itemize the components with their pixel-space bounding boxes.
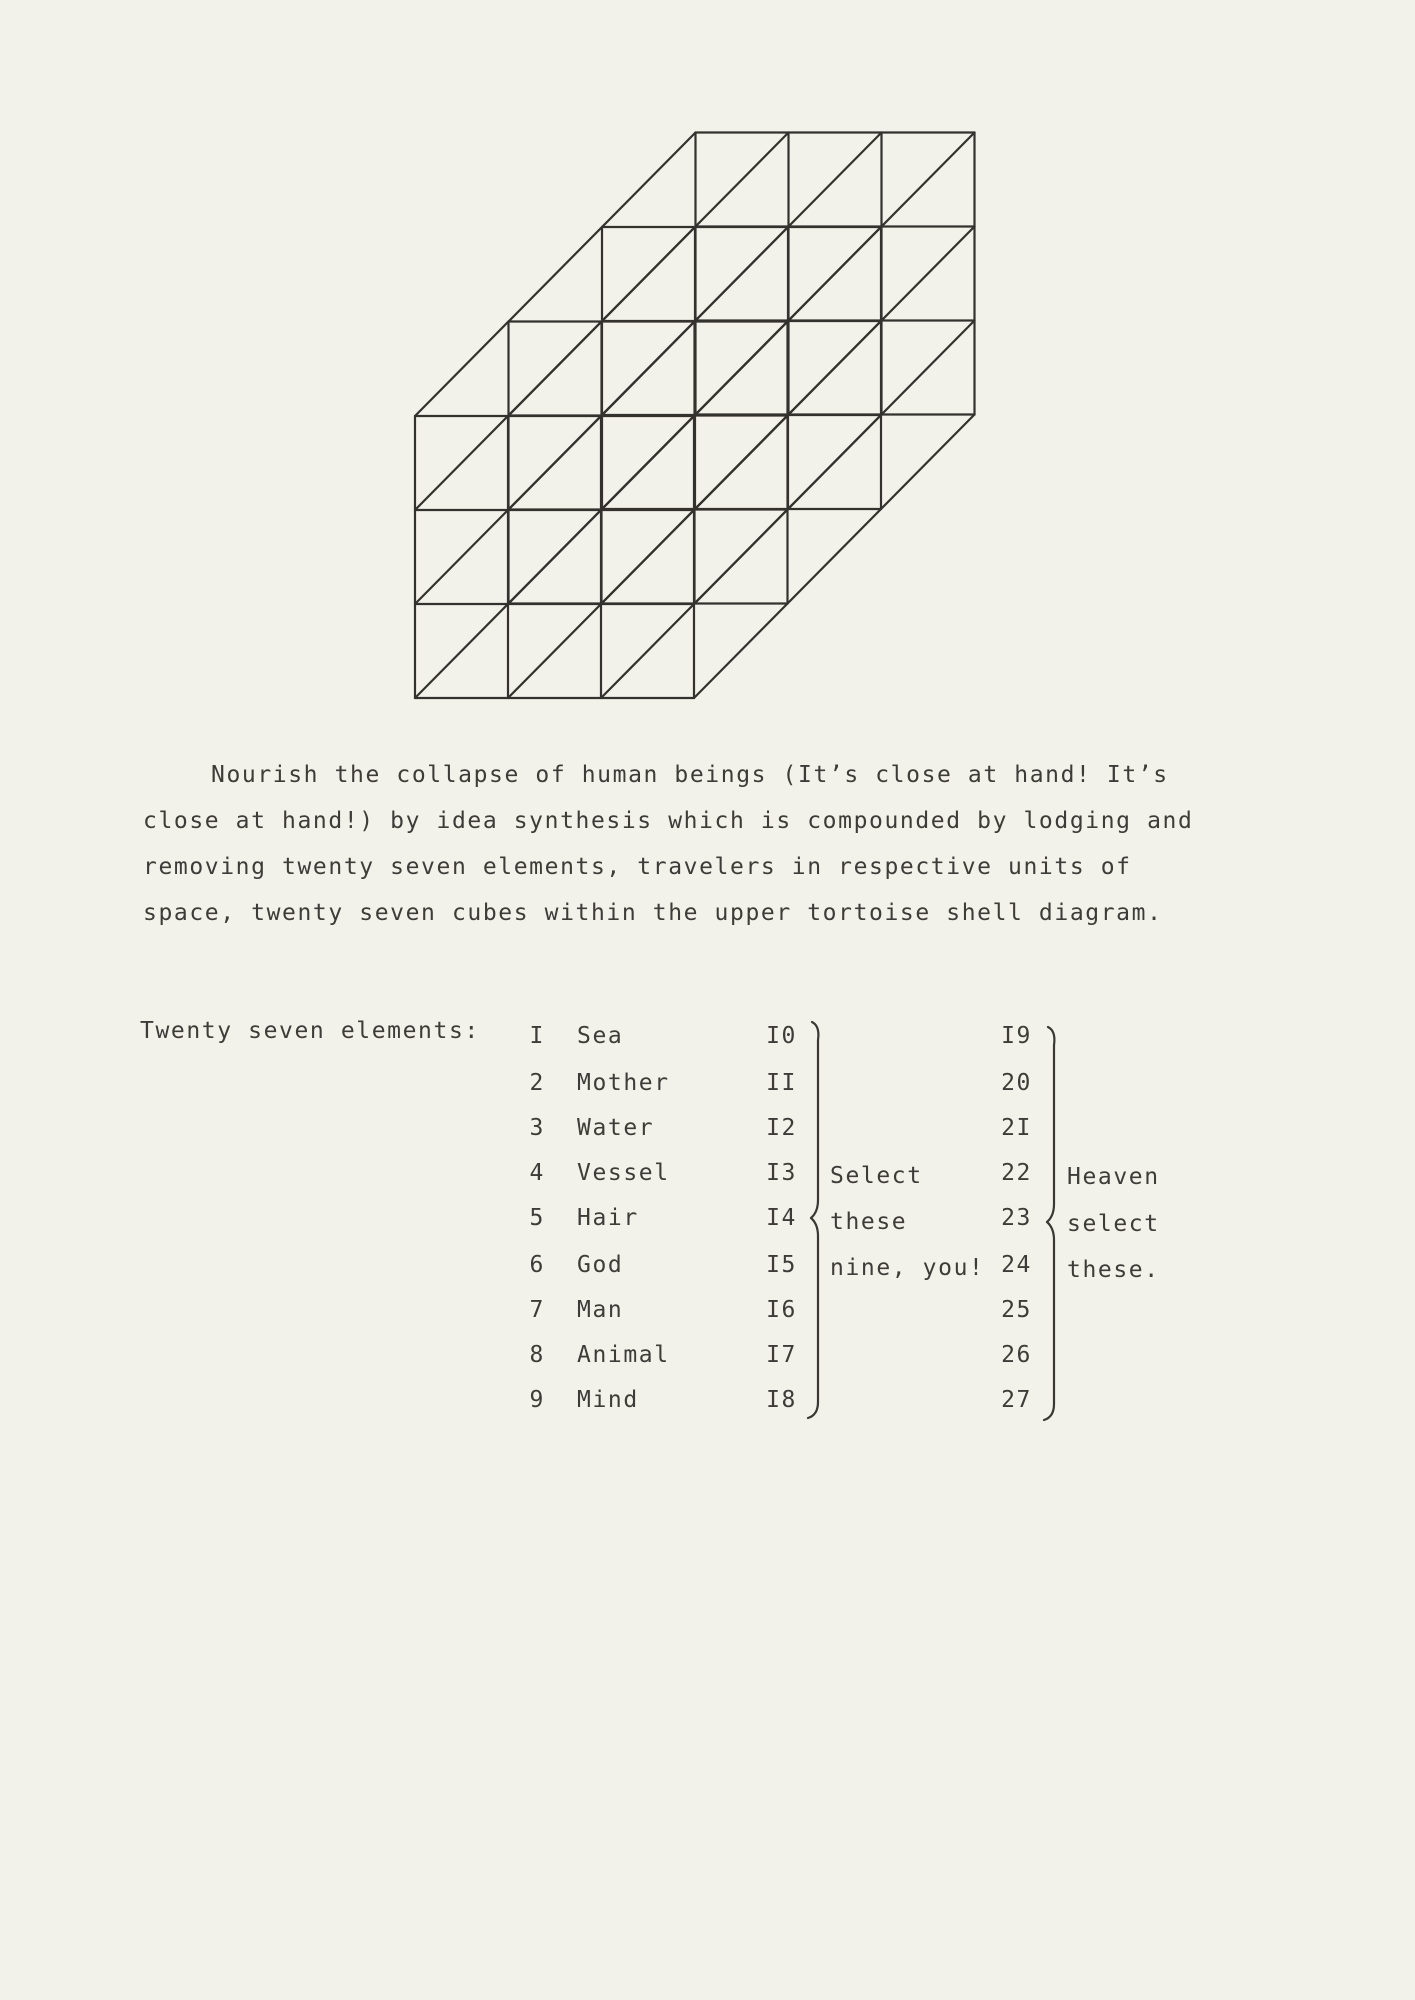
body-paragraph	[143, 752, 1303, 936]
heaven-note-line: Heaven	[1067, 1164, 1160, 1190]
element-number-third: 26	[1001, 1342, 1032, 1368]
element-number-second: I5	[766, 1252, 797, 1278]
grid-line	[694, 415, 975, 699]
element-number: I	[529, 1023, 545, 1049]
element-name: Animal	[577, 1342, 670, 1368]
element-number-second: I6	[766, 1297, 797, 1323]
element-number-third: 22	[1001, 1160, 1032, 1186]
element-name: Vessel	[577, 1160, 670, 1186]
element-number-third: I9	[1001, 1023, 1032, 1049]
grid-line	[694, 321, 975, 605]
elements-heading: Twenty seven elements:	[140, 1018, 480, 1044]
heaven-note-line: select	[1067, 1211, 1160, 1237]
element-name: Man	[577, 1297, 624, 1323]
element-number: 3	[529, 1115, 545, 1141]
tortoise-shell-cube-diagram	[405, 120, 1005, 710]
element-number: 5	[529, 1205, 545, 1231]
element-name: Mother	[577, 1070, 670, 1096]
element-number-third: 23	[1001, 1205, 1032, 1231]
select-note-line: nine, you!	[830, 1255, 985, 1281]
select-note-line: these	[830, 1209, 908, 1235]
element-name: Mind	[577, 1387, 639, 1413]
element-number-second: I0	[766, 1023, 797, 1049]
element-name: Hair	[577, 1205, 639, 1231]
element-number-third: 24	[1001, 1252, 1032, 1278]
right-brace	[1044, 1027, 1054, 1420]
select-note-line: Select	[830, 1163, 923, 1189]
element-number-second: I2	[766, 1115, 797, 1141]
element-number: 2	[529, 1070, 545, 1096]
element-number-second: I7	[766, 1342, 797, 1368]
paragraph-line: Nourish the collapse of human beings (It’s close at hand! It’s	[211, 762, 1169, 788]
paragraph-line: removing twenty seven elements, travelers in respective units of	[143, 854, 1132, 880]
element-number: 7	[529, 1297, 545, 1323]
heaven-note-line: these.	[1067, 1257, 1160, 1283]
grid-line	[694, 227, 975, 511]
grid-line	[415, 133, 696, 417]
element-number-second: I8	[766, 1387, 797, 1413]
element-number-third: 27	[1001, 1387, 1032, 1413]
element-number: 8	[529, 1342, 545, 1368]
element-number: 4	[529, 1160, 545, 1186]
element-number-third: 25	[1001, 1297, 1032, 1323]
element-number: 6	[529, 1252, 545, 1278]
paragraph-line: close at hand!) by idea synthesis which is compounded by lodging and	[143, 808, 1194, 834]
element-name: Sea	[577, 1023, 624, 1049]
grid-line	[601, 133, 882, 417]
element-number-third: 20	[1001, 1070, 1032, 1096]
element-number-second: II	[766, 1070, 797, 1096]
element-name: Water	[577, 1115, 655, 1141]
left-brace	[808, 1022, 818, 1418]
element-number-second: I3	[766, 1160, 797, 1186]
element-name: God	[577, 1252, 624, 1278]
element-number-second: I4	[766, 1205, 797, 1231]
paragraph-line: space, twenty seven cubes within the upper tortoise shell diagram.	[143, 900, 1163, 926]
element-number: 9	[529, 1387, 545, 1413]
grid-line	[694, 133, 975, 417]
grid-line	[508, 133, 789, 417]
element-number-third: 2I	[1001, 1115, 1032, 1141]
